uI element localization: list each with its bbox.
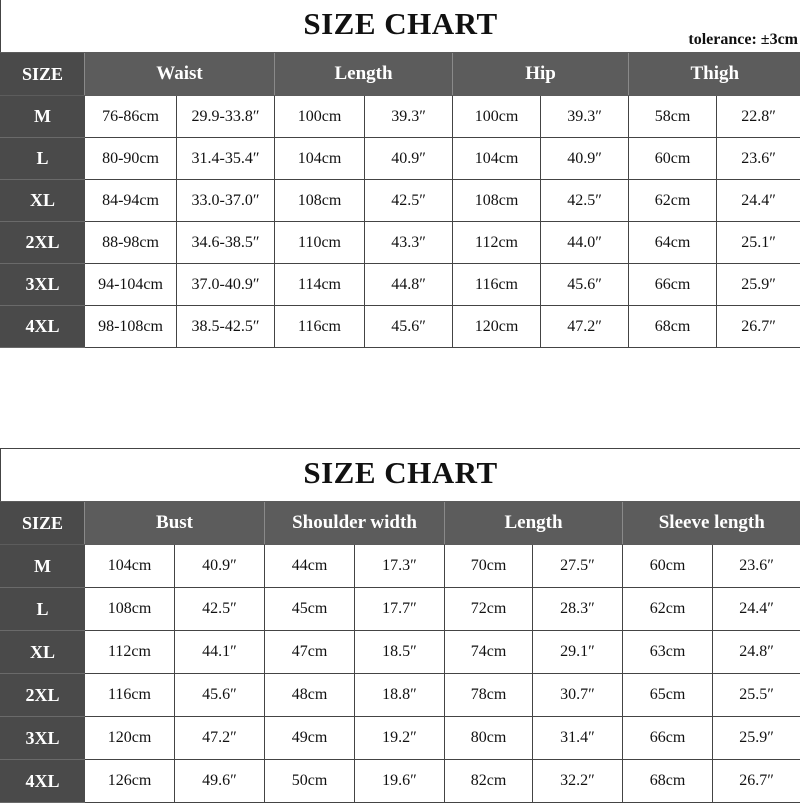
table-cell: 26.7″: [713, 760, 800, 803]
table-cell: 74cm: [445, 631, 533, 674]
table-row: [1, 760, 800, 803]
table-row: [1, 306, 800, 348]
table-cell: 25.1″: [717, 222, 800, 264]
table-row: [1, 96, 800, 138]
table-cell: 76-86cm: [85, 96, 177, 138]
table-cell: 47cm: [265, 631, 355, 674]
table-cell: 116cm: [275, 306, 365, 348]
column-group-waist: Waist: [85, 53, 275, 96]
size-label: M: [1, 96, 85, 138]
table-cell: 19.2″: [355, 717, 445, 760]
chart-title: SIZE CHART: [1, 6, 800, 42]
table-cell: 82cm: [445, 760, 533, 803]
size-label: XL: [1, 631, 85, 674]
table-cell: 40.9″: [365, 138, 453, 180]
table-cell: 65cm: [623, 674, 713, 717]
table-cell: 48cm: [265, 674, 355, 717]
header-row: [1, 502, 800, 545]
table-cell: 24.8″: [713, 631, 800, 674]
table-cell: 24.4″: [717, 180, 800, 222]
size-chart-bottoms: [0, 0, 800, 352]
table-cell: 47.2″: [175, 717, 265, 760]
table-cell: 42.5″: [365, 180, 453, 222]
table-cell: 104cm: [453, 138, 541, 180]
table-cell: 32.2″: [533, 760, 623, 803]
table-cell: 42.5″: [175, 588, 265, 631]
table-row: [1, 138, 800, 180]
size-column-header: SIZE: [1, 53, 85, 96]
table-cell: 116cm: [453, 264, 541, 306]
size-chart-tops: [0, 448, 800, 801]
table-cell: 94-104cm: [85, 264, 177, 306]
table-cell: 34.6-38.5″: [177, 222, 275, 264]
table-cell: 110cm: [275, 222, 365, 264]
size-label: XL: [1, 180, 85, 222]
table-cell: 98-108cm: [85, 306, 177, 348]
table-cell: 44.0″: [541, 222, 629, 264]
table-cell: 64cm: [629, 222, 717, 264]
table-cell: 18.5″: [355, 631, 445, 674]
table-cell: 68cm: [629, 306, 717, 348]
column-group-hip: Hip: [453, 53, 629, 96]
table-cell: 104cm: [85, 545, 175, 588]
table-cell: 84-94cm: [85, 180, 177, 222]
size-label: 2XL: [1, 674, 85, 717]
size-column-header: SIZE: [1, 502, 85, 545]
table-cell: 29.1″: [533, 631, 623, 674]
table-cell: 60cm: [623, 545, 713, 588]
size-label: L: [1, 138, 85, 180]
table-cell: 120cm: [453, 306, 541, 348]
table-cell: 80-90cm: [85, 138, 177, 180]
table-cell: 66cm: [623, 717, 713, 760]
table-cell: 44cm: [265, 545, 355, 588]
size-label: 4XL: [1, 306, 85, 348]
chart-title: SIZE CHART: [1, 455, 800, 491]
table-cell: 114cm: [275, 264, 365, 306]
table-cell: 24.4″: [713, 588, 800, 631]
table-cell: 45.6″: [541, 264, 629, 306]
table-row: [1, 180, 800, 222]
table-cell: 63cm: [623, 631, 713, 674]
table-cell: 38.5-42.5″: [177, 306, 275, 348]
table-row: [1, 631, 800, 674]
column-group-length: Length: [445, 502, 623, 545]
table-cell: 45cm: [265, 588, 355, 631]
table-cell: 37.0-40.9″: [177, 264, 275, 306]
table-cell: 25.5″: [713, 674, 800, 717]
tolerance-note: tolerance: ±3cm: [688, 31, 798, 49]
title-bar: [0, 0, 800, 52]
table-cell: 22.8″: [717, 96, 800, 138]
table-cell: 25.9″: [713, 717, 800, 760]
size-table: [0, 52, 800, 348]
table-cell: 80cm: [445, 717, 533, 760]
table-cell: 43.3″: [365, 222, 453, 264]
table-cell: 100cm: [453, 96, 541, 138]
table-cell: 120cm: [85, 717, 175, 760]
table-cell: 26.7″: [717, 306, 800, 348]
table-cell: 78cm: [445, 674, 533, 717]
table-cell: 31.4-35.4″: [177, 138, 275, 180]
table-cell: 100cm: [275, 96, 365, 138]
table-cell: 112cm: [453, 222, 541, 264]
table-cell: 108cm: [275, 180, 365, 222]
size-label: 4XL: [1, 760, 85, 803]
size-table: [0, 501, 800, 803]
table-cell: 40.9″: [541, 138, 629, 180]
table-cell: 23.6″: [717, 138, 800, 180]
table-cell: 19.6″: [355, 760, 445, 803]
table-cell: 29.9-33.8″: [177, 96, 275, 138]
table-cell: 31.4″: [533, 717, 623, 760]
table-cell: 27.5″: [533, 545, 623, 588]
table-cell: 70cm: [445, 545, 533, 588]
table-cell: 28.3″: [533, 588, 623, 631]
table-cell: 44.8″: [365, 264, 453, 306]
size-label: 3XL: [1, 717, 85, 760]
column-group-shoulder-width: Shoulder width: [265, 502, 445, 545]
size-label: M: [1, 545, 85, 588]
table-cell: 112cm: [85, 631, 175, 674]
table-cell: 62cm: [623, 588, 713, 631]
size-label: 2XL: [1, 222, 85, 264]
table-cell: 42.5″: [541, 180, 629, 222]
table-cell: 39.3″: [541, 96, 629, 138]
table-cell: 33.0-37.0″: [177, 180, 275, 222]
table-row: [1, 674, 800, 717]
table-cell: 126cm: [85, 760, 175, 803]
table-cell: 47.2″: [541, 306, 629, 348]
table-cell: 25.9″: [717, 264, 800, 306]
table-cell: 104cm: [275, 138, 365, 180]
table-cell: 17.3″: [355, 545, 445, 588]
table-cell: 45.6″: [365, 306, 453, 348]
table-cell: 88-98cm: [85, 222, 177, 264]
table-cell: 17.7″: [355, 588, 445, 631]
column-group-bust: Bust: [85, 502, 265, 545]
table-cell: 40.9″: [175, 545, 265, 588]
table-cell: 18.8″: [355, 674, 445, 717]
table-cell: 60cm: [629, 138, 717, 180]
table-cell: 50cm: [265, 760, 355, 803]
table-cell: 66cm: [629, 264, 717, 306]
table-cell: 58cm: [629, 96, 717, 138]
size-label: 3XL: [1, 264, 85, 306]
title-bar: [0, 449, 800, 501]
table-cell: 49cm: [265, 717, 355, 760]
table-cell: 49.6″: [175, 760, 265, 803]
table-cell: 45.6″: [175, 674, 265, 717]
table-cell: 108cm: [453, 180, 541, 222]
size-label: L: [1, 588, 85, 631]
table-cell: 116cm: [85, 674, 175, 717]
table-row: [1, 264, 800, 306]
table-cell: 23.6″: [713, 545, 800, 588]
table-cell: 62cm: [629, 180, 717, 222]
table-cell: 108cm: [85, 588, 175, 631]
column-group-sleeve-length: Sleeve length: [623, 502, 800, 545]
table-cell: 68cm: [623, 760, 713, 803]
column-group-thigh: Thigh: [629, 53, 800, 96]
table-row: [1, 588, 800, 631]
table-row: [1, 222, 800, 264]
column-group-length: Length: [275, 53, 453, 96]
table-cell: 39.3″: [365, 96, 453, 138]
table-row: [1, 545, 800, 588]
header-row: [1, 53, 800, 96]
table-cell: 72cm: [445, 588, 533, 631]
table-cell: 44.1″: [175, 631, 265, 674]
table-row: [1, 717, 800, 760]
table-cell: 30.7″: [533, 674, 623, 717]
